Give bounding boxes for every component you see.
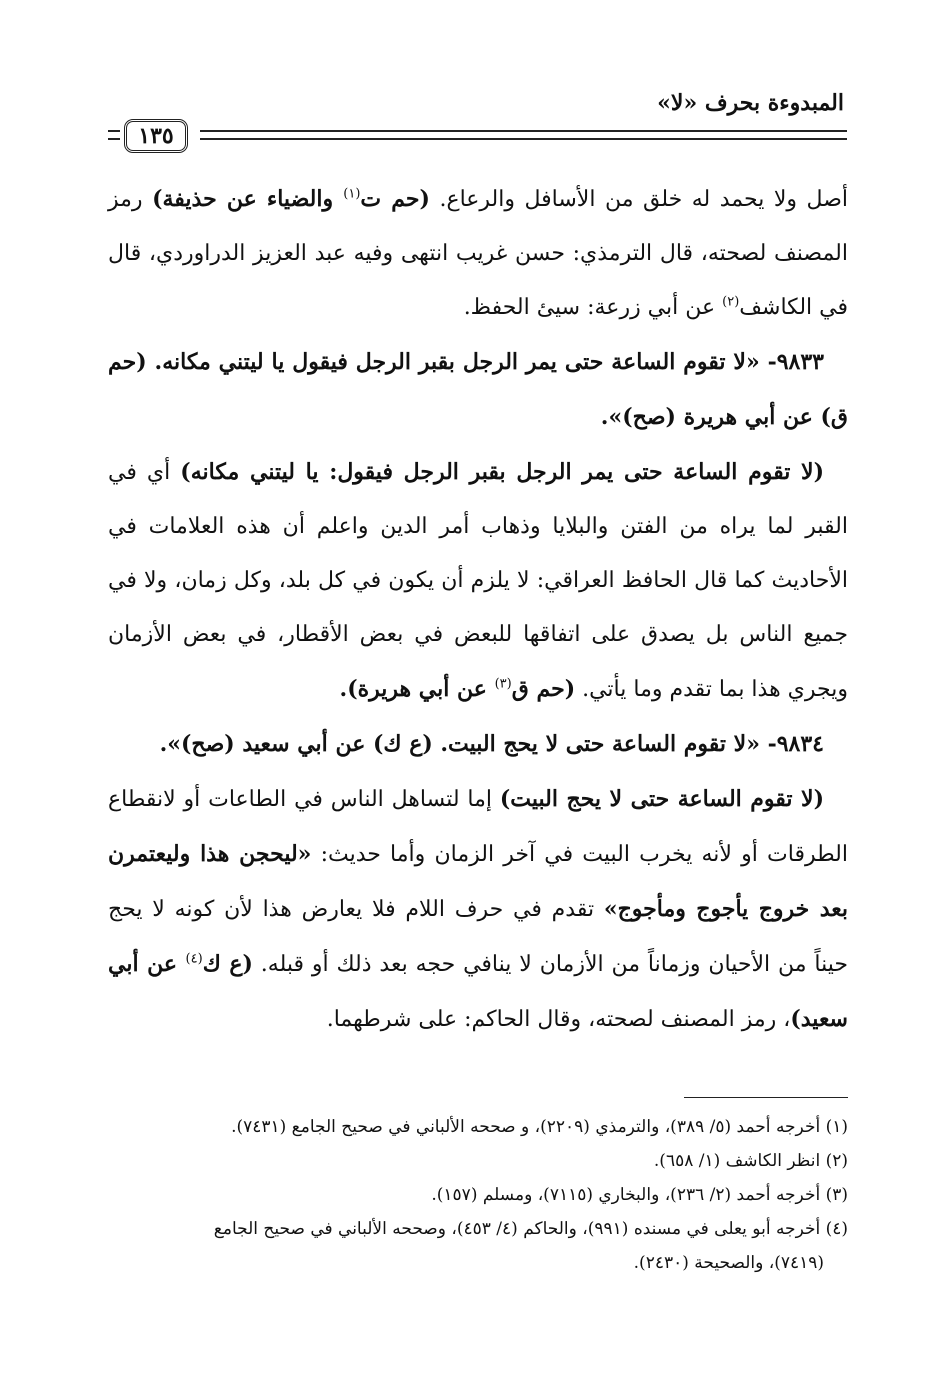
footnote-1: (١) أخرجه أحمد (٥/ ٣٨٩)، والترمذي (٢٢٠٩)، و صححه الألباني في صحيح الجامع (٧٤٣١).: [231, 1117, 848, 1137]
hadith-9834: ٩٨٣٤- «لا تقوم الساعة حتى لا يحج البيت. (ع ك) عن أبي سعيد (صح)».: [159, 731, 824, 757]
header-rule: [200, 130, 847, 140]
header-rule-left: [108, 130, 120, 140]
page-number: ١٣٥: [124, 119, 188, 153]
footnote-2: (٢) انظر الكاشف (١/ ٦٥٨).: [653, 1151, 848, 1171]
footnote-ref-4: (٤): [185, 951, 203, 967]
paragraph-3: (لا تقوم الساعة حتى لا يحج البيت) إما لتساهل الناس في الطاعات أو لانقطاع الطرقات أو لأنه يخرب البيت في آخر الزمان وأما حديث: «ليحجن هذا وليعتمرن بعد خروج يأجوج ومأجوج» تقدم في حرف اللام فلا يعارض هذا لأن كونه لا يحج حيناً من الأحيان وزماناً من الأزمان لا ينافي حجه بعد ذلك أو قبله. (ع ك$^{(٤)}$ عن أبي سعيد)، رمز المصنف لصحته، وقال الحاكم: على شرطهما.: [108, 786, 848, 1032]
main-text: [108, 172, 848, 1047]
footnote-ref-2: (٢): [722, 294, 740, 310]
footnotes: [108, 1110, 848, 1280]
footnote-4: (٤) أخرجه أبو يعلى في مسنده (٩٩١)، والحاكم (٤/ ٤٥٣)، وصححه الألباني في صحيح الجامع: [213, 1219, 848, 1239]
hadith-9833: ٩٨٣٣- «لا تقوم الساعة حتى يمر الرجل بقبر الرجل فيقول يا ليتني مكانه. (حم ق) عن أبي هريرة (صح)».: [108, 349, 848, 430]
running-title: المبدوءة بحرف «لا»: [657, 90, 844, 116]
footnote-4-continued: (٧٤١٩)، والصحيحة (٢٤٣٠).: [633, 1253, 824, 1273]
footnote-ref-3: (٣): [494, 676, 512, 692]
paragraph-1: أصل ولا يحمد له خلق من الأسافل والرعاع. (حم ت$^{(١)}$ والضياء عن حذيفة) رمز المصنف لصحته، قال الترمذي: حسن غريب انتهى وفيه عبد العزيز الدراوردي، قال في الكاشف$^{(٢)}$ عن أبي زرعة: سيئ الحفظ.: [108, 186, 848, 320]
footnote-separator: [684, 1097, 848, 1098]
paragraph-2: (لا تقوم الساعة حتى يمر الرجل بقبر الرجل فيقول: يا ليتني مكانه) أي في القبر لما يراه من الفتن والبلايا وذهاب أمر الدين واعلم أن هذه العلامات في الأحاديث كما قال الحافظ العراقي: لا يلزم أن يكون في كل بلد، وكل زمان، ولا في جميع الناس بل يصدق على اتفاقها للبعض في بعض الأقطار، في بعض الأزمان ويجري هذا بما تقدم وما يأتي. (حم ق$^{(٣)}$ عن أبي هريرة).: [108, 459, 849, 702]
footnote-3: (٣) أخرجه أحمد (٢/ ٢٣٦)، والبخاري (٧١١٥)، ومسلم (١٥٧).: [431, 1185, 848, 1205]
footnote-ref-1: (١): [343, 186, 361, 202]
